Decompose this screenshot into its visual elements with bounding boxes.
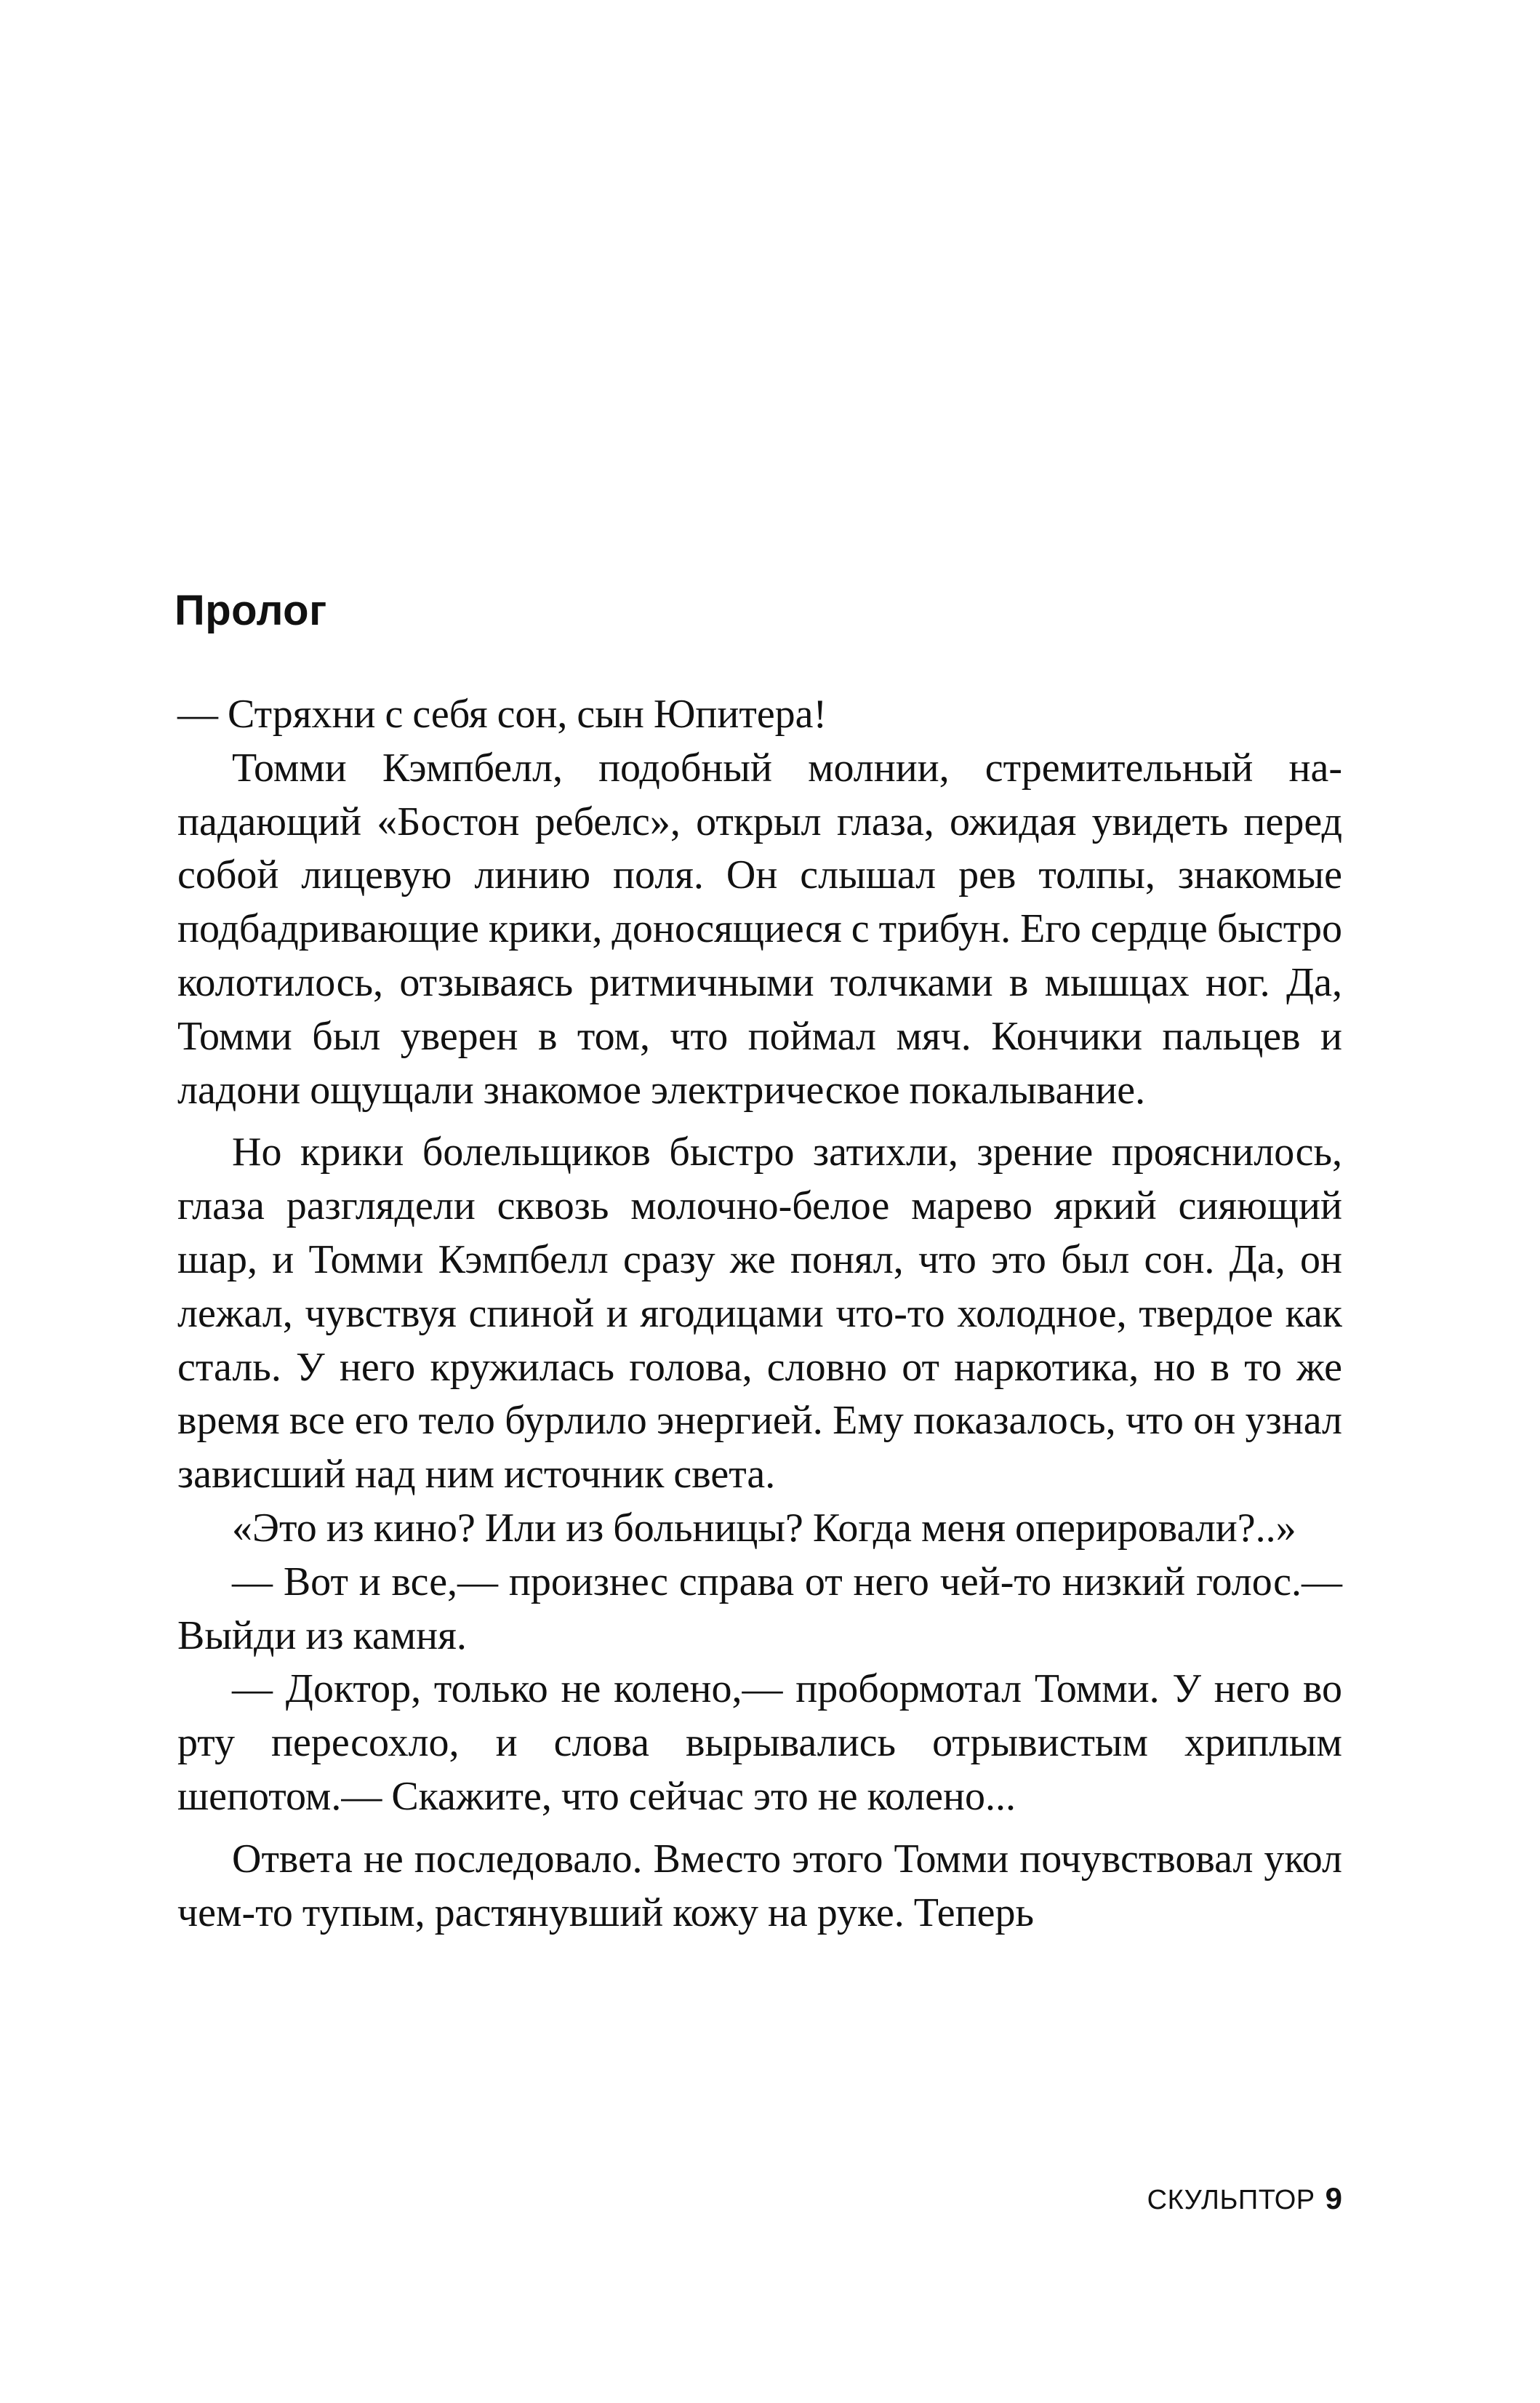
paragraph: Томми Кэмпбелл, подобный молнии, стремительный нападающий «Бостон ребелс», открыл глаза, ожидая увидеть перед собой лицевую линию поля. Он слышал рев толпы, знакомые подбадривающие крики, доносящиеся с трибун. Его сердце быстро колотилось, отзываясь ритмичными толчками в мышцах ног. Да, Томми был уверен в том, что поймал мяч. Кончики пальцев и ладони ощущали знакомое электрическое покалывание. — [177, 745, 1342, 1113]
running-head: СКУЛЬПТОР — [1147, 2185, 1315, 2215]
page-footer — [1147, 2180, 1342, 2218]
chapter-title: Пролог — [175, 587, 327, 634]
paragraph: «Это из кино? Или из больницы? Когда меня оперировали?..» — [232, 1505, 1296, 1551]
text-body — [177, 688, 1342, 1940]
paragraph: Но крики болельщиков быстро затихли, зрение прояснилось, глаза разглядели сквозь молочно-белое марево яркий сияющий шар, и Томми Кэмпбелл сразу же понял, что это был сон. Да, он лежал, чувствуя спиной и ягодицами что-то холодное, твердое как сталь. У него кружилась голова, словно от наркотика, но в то же время все его тело бурлило энергией. Ему показалось, что он узнал зависший над ним источник света. — [177, 1129, 1342, 1498]
paragraph: Ответа не последовало. Вместо этого Томми почувствовал укол чем-то тупым, растянувший кожу на руке. Теперь — [177, 1836, 1342, 1935]
page-number: 9 — [1325, 2181, 1342, 2215]
paragraph: — Стряхни с себя сон, сын Юпитера! — [177, 692, 827, 737]
paragraph: — Доктор, только не колено,— пробормотал Томми. У него во рту пересохло, и слова вырывались отрывистым хриплым шепотом.— Скажите, что сейчас это не колено... — [177, 1666, 1342, 1819]
paragraph: — Вот и все,— произнес справа от него чей-то низкий голос.— Выйди из камня. — [177, 1559, 1342, 1658]
